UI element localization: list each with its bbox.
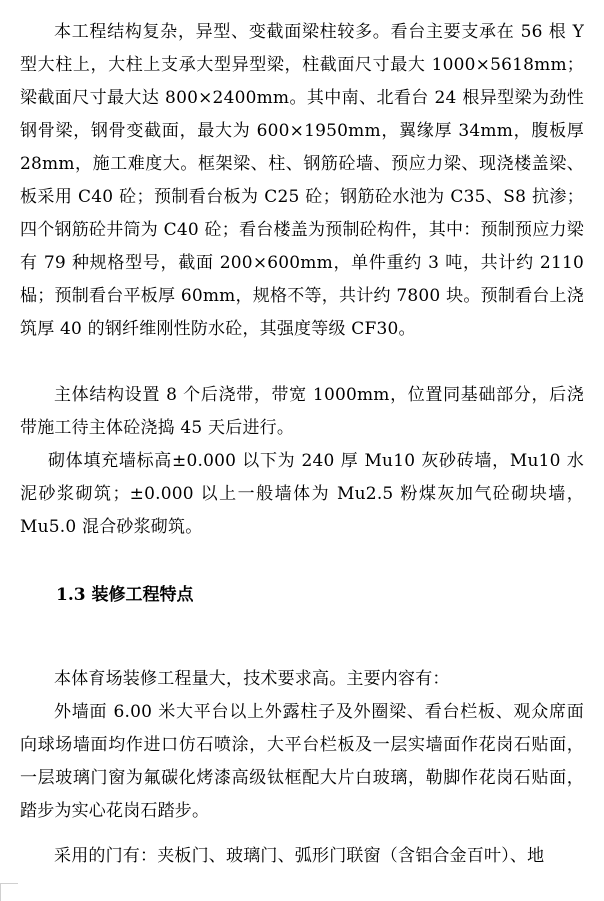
section-heading: 1.3 装修工程特点 — [56, 585, 194, 605]
paragraph-masonry-infill: 砌体填充墙标高±0.000 以下为 240 厚 Mu10 灰砂砖墙，Mu10 水泥砂浆砌筑；±0.000 以上一般墙体为 Mu2.5 粉煤灰加气砼砌块墙，Mu5.0 混合砂浆砌筑。 — [20, 451, 584, 537]
page-corner-mark — [0, 883, 18, 901]
paragraph-door-types: 采用的门有：夹板门、玻璃门、弧形门联窗（含铝合金百叶）、地 — [54, 846, 545, 866]
paragraph-exterior-finishes: 外墙面 6.00 米大平台以上外露柱子及外圈梁、看台栏板、观众席面向球场墙面均作进口仿石喷涂，大平台栏板及一层实墙面作花岗石贴面，一层玻璃门窗为氟碳化烤漆高级钛框配大片白玻璃，勒脚作花岗石贴面，踏步为实心花岗石踏步。 — [20, 702, 584, 821]
paragraph-post-cast-strip: 主体结构设置 8 个后浇带，带宽 1000mm，位置同基础部分，后浇带施工待主体砼浇捣 45 天后进行。 — [20, 385, 584, 438]
paragraph-structure-overview: 本工程结构复杂，异型、变截面梁柱较多。看台主要支承在 56 根 Y 型大柱上，大柱上支承大型异型梁，柱截面尺寸最大 1000×5618mm；梁截面尺寸最大达 800×2400mm。其中南、北看台 24 根异型梁为劲性钢骨梁，钢骨变截面，最大为 600×1950mm，翼缘厚 34mm，腹板厚 28mm，施工难度大。框架梁、柱、钢筋砼墙、预应力梁、现浇楼盖梁、板采用 C40 砼；预制看台板为 C25 砼；钢筋砼水池为 C35、S8 抗渗；四个钢筋砼井筒为 C40 砼；看台楼盖为预制砼构件，其中：预制预应力梁有 79 种规格型号，截面 200×600mm，单件重约 3 吨，共计约 2110 榀；预制看台平板厚 60mm，规格不等，共计约 7800 块。预制看台上浇筑厚 40 的钢纤维刚性防水砼，其强度等级 CF30。 — [20, 22, 584, 339]
paragraph-decoration-intro: 本体育场装修工程量大，技术要求高。主要内容有： — [54, 669, 450, 689]
